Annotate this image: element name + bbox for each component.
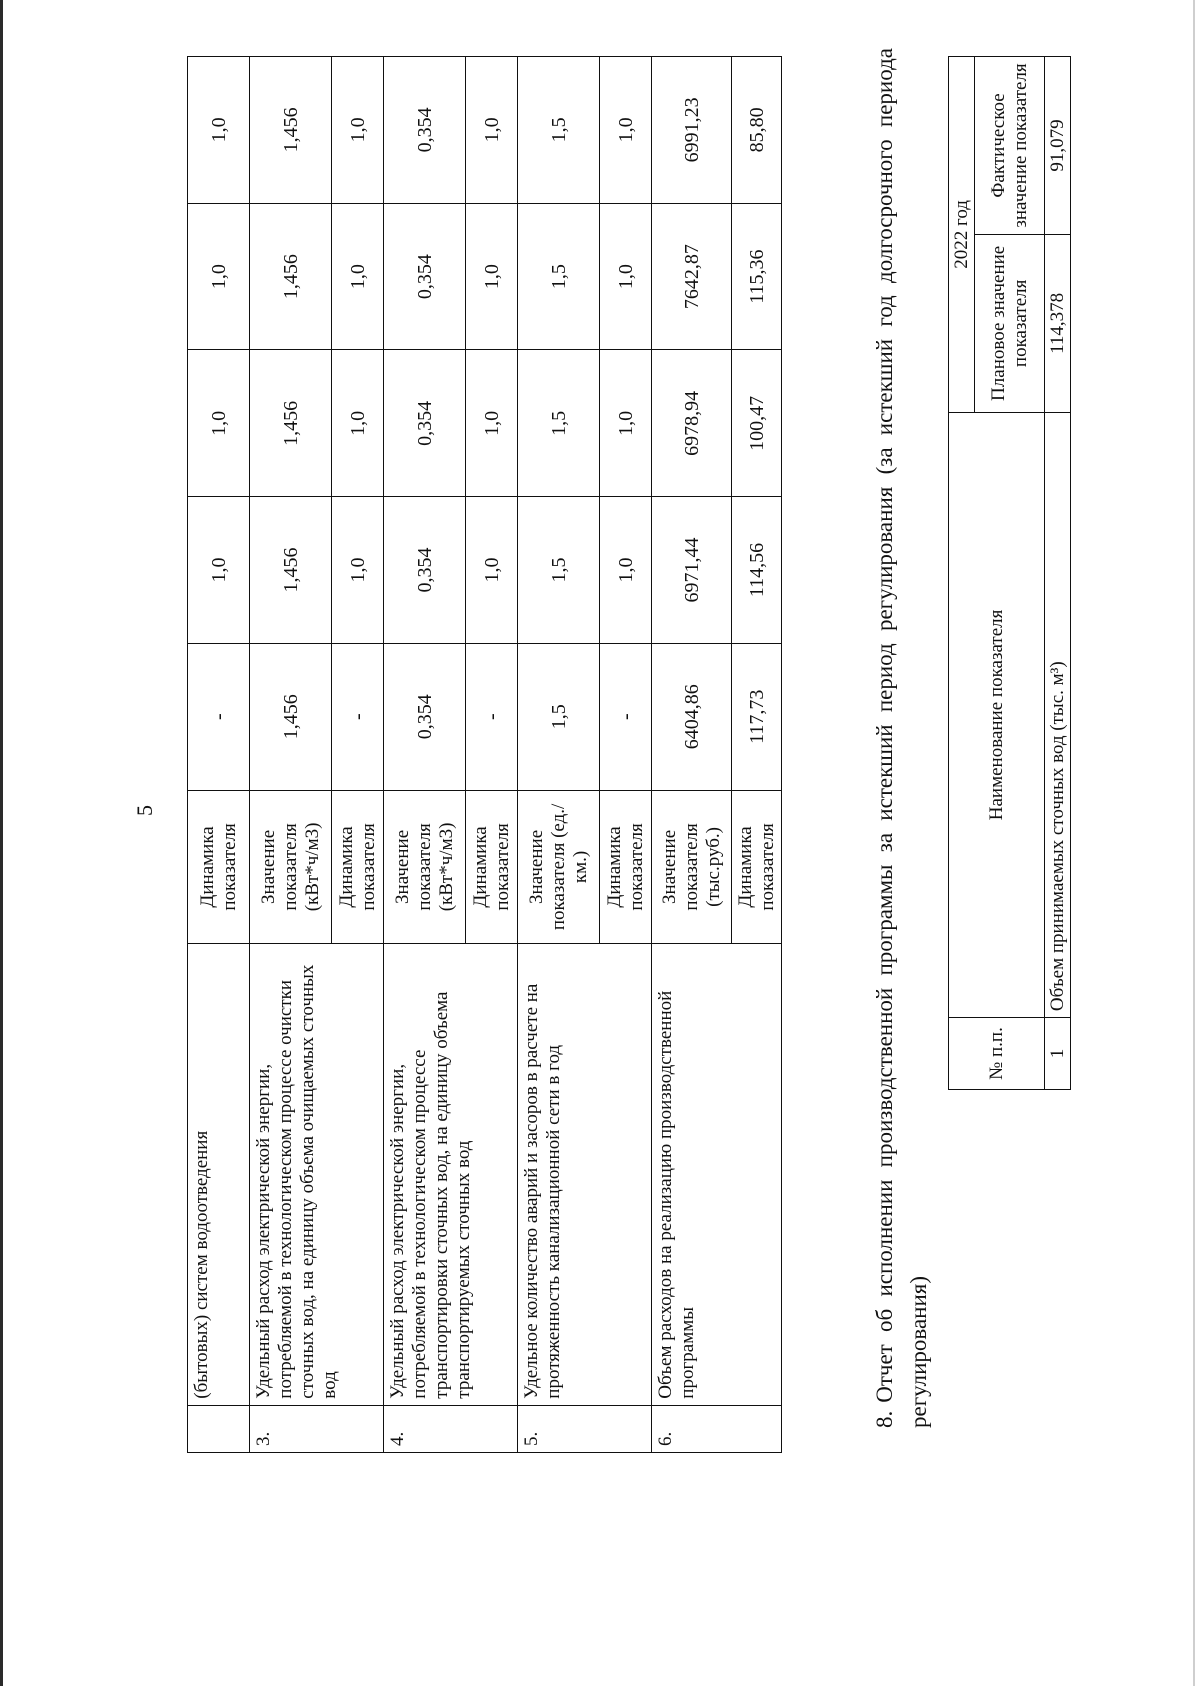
value-cell: 1,456 [250,57,332,204]
value-cell: 6978,94 [652,350,732,497]
value-cell: 1,0 [332,203,384,350]
value-cell: 1,5 [518,350,600,497]
row-number: 1 [1045,1018,1071,1090]
table-header-row [949,57,975,1090]
value-cell: 1,0 [332,57,384,204]
value-cell: 7642,87 [652,203,732,350]
unit-label: Значение показателя (кВт*ч/м3) [384,790,466,944]
value-cell: 0,354 [384,643,466,790]
value-cell: - [188,643,250,790]
value-cell: 1,456 [250,203,332,350]
section-title: Отчет об исполнении производственной программы за истекший период регулирования (за истекший год долгосрочного периода регулирования) [872,48,931,1428]
value-cell: 1,0 [600,203,652,350]
value-cell: 0,354 [384,203,466,350]
value-cell: 1,5 [518,57,600,204]
value-cell: 0,354 [384,497,466,644]
indicator-name: (бытовых) систем водоотведения [188,944,250,1405]
indicator-name: Удельное количество аварий и засоров в расчете на протяженность канализационной сети в год [518,944,652,1405]
value-cell: 1,0 [466,57,518,204]
column-header-planned: Плановое значение показателя [975,234,1045,412]
planned-value: 114,378 [1045,234,1071,412]
table-row [518,57,600,1453]
value-cell: 1,0 [466,497,518,644]
table-row [188,57,250,1453]
unit-label: Динамика показателя [188,790,250,944]
indicator-name: Удельный расход электрической энергии, потребляемой в технологическом процессе транспортировки сточных вод, на единицу объема транспортируемых сточных вод [384,944,518,1405]
table-row [384,57,466,1453]
value-cell: - [466,643,518,790]
page-number: 5 [132,805,157,816]
value-cell: 1,0 [600,497,652,644]
column-header-actual: Фактическое значение показателя [975,57,1045,235]
column-header-num: № п.п. [949,1018,1045,1090]
table-row [1045,57,1071,1090]
value-cell: 0,354 [384,57,466,204]
section-number: 8. [872,1410,897,1428]
column-header-year: 2022 год [949,57,975,413]
unit-label: Динамика показателя [332,790,384,944]
table-row [652,57,732,1453]
value-cell: 1,0 [600,350,652,497]
value-cell: 115,36 [732,203,782,350]
value-cell: 1,0 [466,203,518,350]
indicator-name: Удельный расход электрической энергии, потребляемой в технологическом процессе очистки сточных вод, на единицу объема очищаемых сточных вод [250,944,384,1405]
unit-label: Динамика показателя [466,790,518,944]
unit-label: Динамика показателя [732,790,782,944]
row-number: 6. [652,1405,782,1452]
value-cell: 1,0 [188,57,250,204]
value-cell: 1,0 [188,497,250,644]
unit-label: Значение показателя (ед./км.) [518,790,600,944]
value-cell: 1,0 [188,203,250,350]
value-cell: 100,47 [732,350,782,497]
value-cell: 1,456 [250,643,332,790]
value-cell: 6404,86 [652,643,732,790]
value-cell: 85,80 [732,57,782,204]
row-number: 3. [250,1405,384,1452]
value-cell: 6991,23 [652,57,732,204]
indicator-name: Объем принимаемых сточных вод (тыс. м³) [1045,412,1071,1017]
row-number [188,1405,250,1452]
value-cell: 1,456 [250,350,332,497]
value-cell: 1,0 [332,350,384,497]
value-cell: - [332,643,384,790]
row-number: 4. [384,1405,518,1452]
unit-label: Значение показателя (тыс.руб.) [652,790,732,944]
value-cell: 1,0 [600,57,652,204]
actual-value: 91,079 [1045,57,1071,235]
value-cell: 117,73 [732,643,782,790]
value-cell: 1,5 [518,497,600,644]
report-table [948,56,1071,1090]
indicator-name: Объем расходов на реализацию производственной программы [652,944,782,1405]
row-number: 5. [518,1405,652,1452]
unit-label: Динамика показателя [600,790,652,944]
table-row [250,57,332,1453]
value-cell: 1,0 [466,350,518,497]
value-cell: - [600,643,652,790]
value-cell: 1,0 [332,497,384,644]
value-cell: 1,5 [518,203,600,350]
value-cell: 6971,44 [652,497,732,644]
indicators-table [187,56,782,1453]
value-cell: 0,354 [384,350,466,497]
section-heading [868,48,936,1428]
unit-label: Значение показателя (кВт*ч/м3) [250,790,332,944]
column-header-name: Наименование показателя [949,412,1045,1017]
value-cell: 1,456 [250,497,332,644]
value-cell: 1,0 [188,350,250,497]
value-cell: 114,56 [732,497,782,644]
value-cell: 1,5 [518,643,600,790]
